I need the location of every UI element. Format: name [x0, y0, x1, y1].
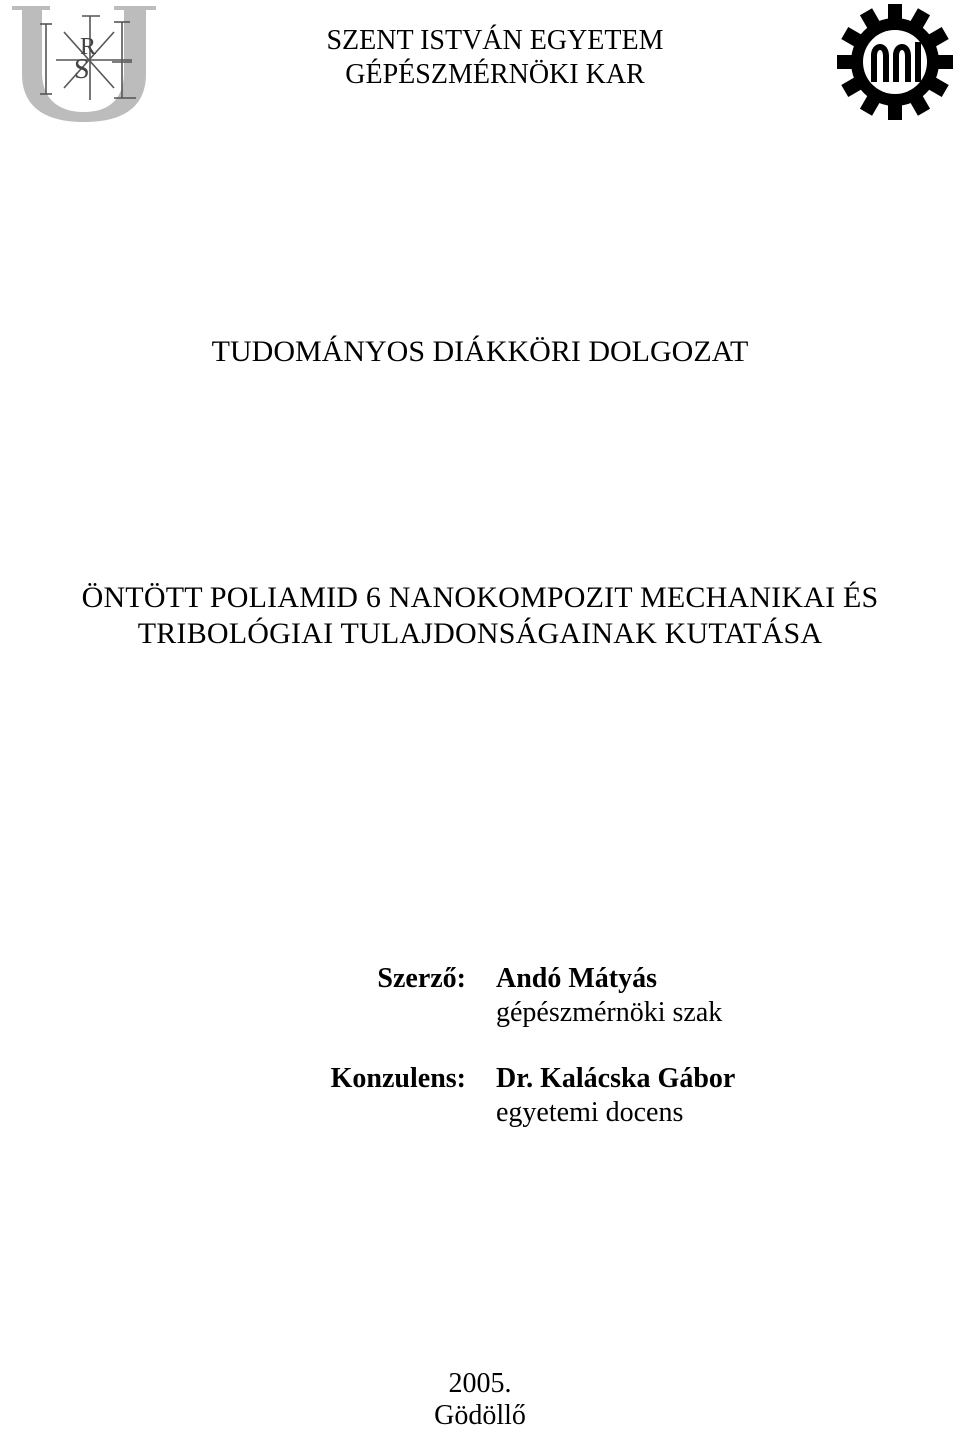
svg-text:S: S	[74, 54, 90, 85]
advisor-role: egyetemi docens	[496, 1097, 684, 1128]
author-label: Szerző:	[377, 963, 466, 994]
advisor-name: Dr. Kalácska Gábor	[496, 1063, 736, 1094]
footer	[0, 1368, 960, 1432]
svg-text:R: R	[80, 34, 97, 60]
advisor-label: Konzulens:	[330, 1063, 466, 1094]
advisor-row	[0, 1062, 960, 1162]
document-type: TUDOMÁNYOS DIÁKKÖRI DOLGOZAT	[211, 335, 749, 368]
thesis-title-line-1: ÖNTÖTT POLIAMID 6 NANOKOMPOZIT MECHANIKAI ÉS	[81, 581, 879, 614]
publication-place: Gödöllő	[434, 1400, 526, 1431]
faculty-name: GÉPÉSZMÉRNÖKI KAR	[345, 59, 645, 90]
publication-year: 2005.	[448, 1368, 512, 1399]
thesis-title-line-2: TRIBOLÓGIAI TULAJDONSÁGAINAK KUTATÁSA	[137, 617, 823, 650]
author-name: Andó Mátyás	[496, 963, 658, 994]
institution-name: SZENT ISTVÁN EGYETEM	[326, 25, 664, 56]
university-logo-graphic	[4, 2, 160, 124]
author-role: gépészmérnöki szak	[496, 997, 723, 1028]
institution-header	[200, 24, 790, 92]
gear-logo-graphic	[832, 2, 958, 122]
gear-faculty-logo	[832, 2, 958, 122]
thesis-title	[0, 580, 960, 652]
university-monogram-logo	[4, 2, 160, 124]
credits-block	[0, 962, 960, 1162]
author-row	[0, 962, 960, 1062]
